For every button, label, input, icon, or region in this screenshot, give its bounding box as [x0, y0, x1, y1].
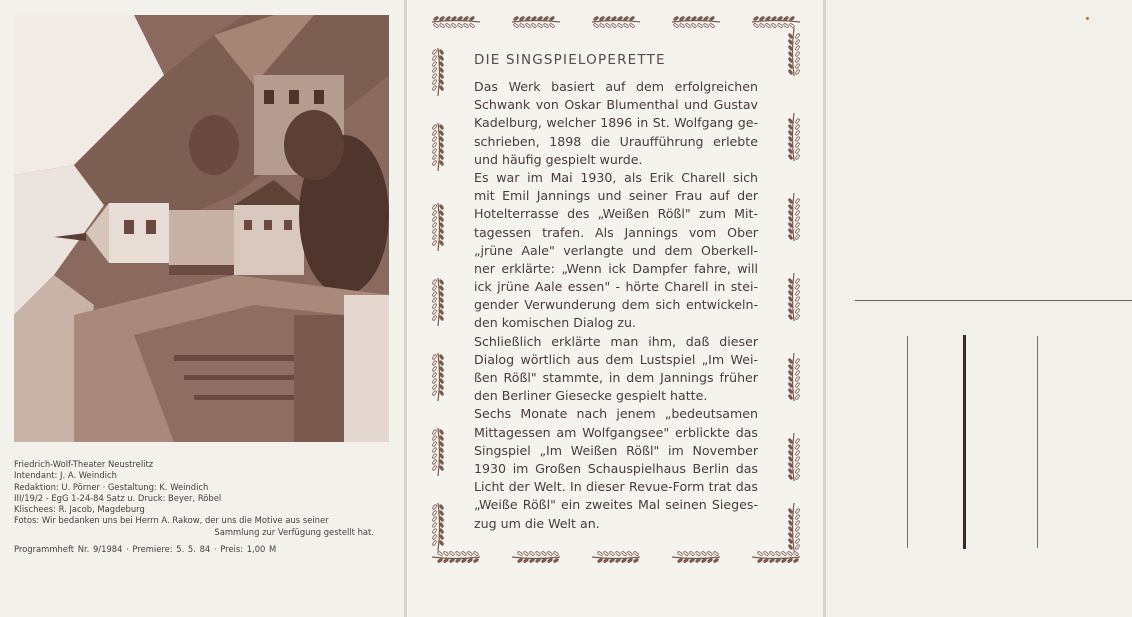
article-line: Schwank von Oskar Blumenthal und Gustav [474, 97, 758, 113]
article-line: mit Emil Jannings und seiner Frau auf der [474, 188, 758, 204]
laurel-ornament [432, 353, 444, 401]
credit-druck: III/19/2 - EgG 1-24-84 Satz u. Druck: Beyer, Röbel [14, 492, 222, 503]
divider-line [907, 336, 908, 548]
article-line: und häufig gespielt wurde. [474, 151, 643, 167]
program-info: Programmheft Nr. 9/1984 · Premiere: 5. 5. 84 · Preis: 1,00 M [14, 544, 277, 555]
laurel-ornament [752, 551, 800, 563]
laurel-ornament [788, 28, 800, 76]
laurel-ornament [788, 193, 800, 241]
laurel-ornament [788, 353, 800, 401]
article-line: ßen Rößl" stammte, in dem Jannings früher [474, 370, 758, 385]
laurel-ornament [432, 16, 480, 28]
laurel-ornament [592, 16, 640, 28]
laurel-ornament [672, 551, 720, 563]
article-line: „Weiße Rößl" ein zweites Mal seinen Sieges- [474, 497, 758, 513]
laurel-ornament [592, 551, 640, 563]
credit-intendant: Intendant: J. A. Weindich [14, 470, 117, 481]
ink-spot [1086, 17, 1089, 20]
article-line: Schließlich erklärte man ihm, daß dieser [474, 333, 758, 349]
laurel-ornament [432, 428, 444, 476]
article-line: Dialog wörtlich aus dem Lustspiel „Im Wei- [474, 351, 758, 367]
article-line: „jrüne Aale" verlangte und dem Oberkell- [474, 242, 758, 258]
article-line: schrieben, 1898 die Uraufführung erlebte [474, 133, 758, 149]
article-line: Das Werk basiert auf dem erfolgreichen [474, 79, 758, 94]
laurel-ornament [432, 48, 444, 96]
article-line: Singspiel „Im Weißen Rößl" im November [474, 442, 758, 458]
article-line: Hotelterrasse des „Weißen Rößl" zum Mit- [474, 206, 758, 222]
credit-fotos: Fotos: Wir bedanken uns bei Herrn A. Rakow, der uns die Motive aus seiner [14, 515, 329, 526]
article-line: gender Verwunderung dem sich entwickeln- [474, 297, 758, 313]
laurel-ornament [432, 203, 444, 251]
credit-redaktion: Redaktion: U. Pörner · Gestaltung: K. Weindich [14, 481, 209, 492]
article-line: tagessen trafen. Als Jannings vom Ober [474, 224, 758, 240]
article-line: Es war im Mai 1930, als Erik Charell sich [474, 169, 758, 185]
article-line: ner erklärte: „Wenn ick Dampfer fahre, will [474, 260, 758, 276]
article-line: den Berliner Giesecke gespielt hatte. [474, 388, 708, 404]
credit-fotos-cont: Sammlung zur Verfügung gestellt hat. [214, 526, 374, 537]
article-line: den komischen Dialog zu. [474, 315, 636, 331]
credit-theater: Friedrich-Wolf-Theater Neustrelitz [14, 459, 154, 469]
address-line [855, 300, 1132, 301]
laurel-ornament [512, 16, 560, 28]
laurel-ornament [432, 551, 480, 563]
laurel-ornament [752, 16, 800, 28]
laurel-ornament [788, 113, 800, 161]
article-line: Kadelburg, welcher 1896 in St. Wolfgang ge- [474, 115, 758, 131]
right-panel [826, 0, 1132, 617]
laurel-ornament [512, 551, 560, 563]
article-line: 1930 im Großen Schauspielhaus Berlin das [474, 460, 758, 476]
credit-klischees: Klischees: R. Jacob, Magdeburg [14, 504, 145, 515]
laurel-ornament [432, 123, 444, 171]
article-line: ick jrüne Aale essen" - hörte Charell in stei- [474, 279, 758, 295]
article-line: Licht der Welt. In dieser Revue-Form trat das [474, 479, 758, 495]
laurel-ornament [432, 278, 444, 326]
laurel-ornament [672, 16, 720, 28]
article-body [474, 78, 758, 533]
credits-block [14, 459, 374, 555]
article-heading: DIE SINGSPIELOPERETTE [474, 52, 666, 68]
laurel-ornament [432, 503, 444, 551]
divider-line [1037, 336, 1038, 548]
laurel-ornament [788, 273, 800, 321]
laurel-ornament [788, 433, 800, 481]
divider-line [963, 335, 966, 549]
laurel-ornament [788, 503, 800, 551]
village-photo [14, 15, 389, 442]
article-line: Mittagessen am Wolfgangsee" erblickte das [474, 424, 758, 440]
article-line: Sechs Monate nach jenem „bedeutsamen [474, 406, 758, 422]
article-line: zug um die Welt an. [474, 515, 600, 531]
